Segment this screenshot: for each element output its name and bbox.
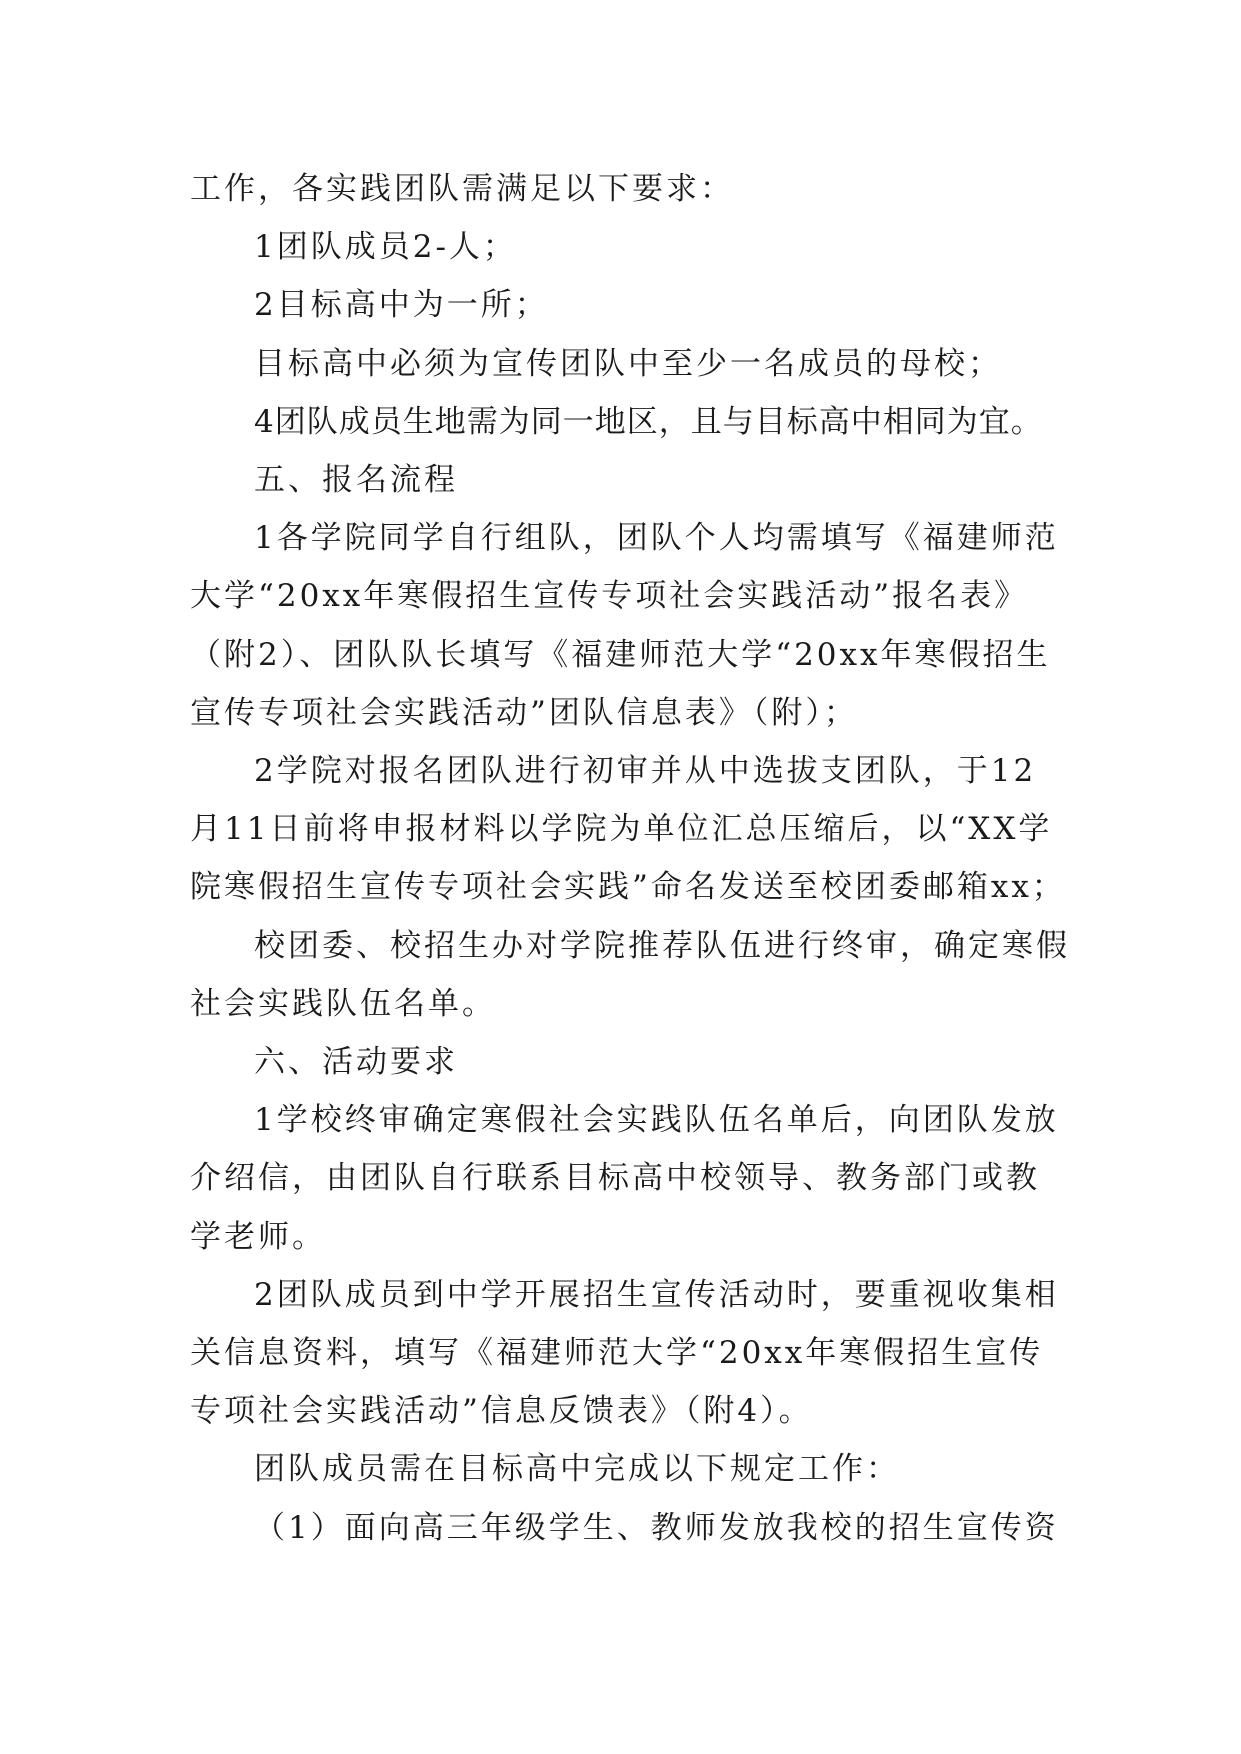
section-heading-activity-requirements: 六、活动要求 (254, 1044, 458, 1081)
paragraph-registration-1: 1各学院同学自行组队，团队个人均需填写《福建师范大学“20xx年寒假招生宣传专项社会实践活动”报名表》（附2）、团队队长填写《福建师范大学“20xx年寒假招生宣传专项社会实践活动”团队信息表》（附）； (190, 520, 1059, 731)
paragraph-registration-3: 校团委、校招生办对学院推荐队伍进行终审，确定寒假社会实践队伍名单。 (190, 927, 1070, 1022)
paragraph-activity-1: 1学校终审确定寒假社会实践队伍名单后，向团队发放介绍信，由团队自行联系目标高中校领导、教务部门或教学老师。 (190, 1102, 1059, 1255)
paragraph-requirement-1: 1团队成员2-人； (254, 229, 517, 266)
document-body (190, 160, 1070, 1557)
paragraph-required-work-intro: 团队成员需在目标高中完成以下规定工作： (254, 1451, 900, 1488)
paragraph-required-work-1: （1）面向高三年级学生、教师发放我校的招生宣传资 (254, 1509, 1059, 1546)
paragraph-registration-2: 2学院对报名团队进行初审并从中选拔支团队，于12月11日前将申报材料以学院为单位汇总压缩后，以“XX学院寒假招生宣传专项社会实践”命名发送至校团委邮箱xx； (190, 753, 1066, 906)
paragraph-requirements-intro: 工作，各实践团队需满足以下要求： (190, 171, 734, 207)
paragraph-requirement-2: 2目标高中为一所； (254, 287, 549, 324)
paragraph-activity-2: 2团队成员到中学开展招生宣传活动时，要重视收集相关信息资料，填写《福建师范大学“20xx年寒假招生宣传专项社会实践活动”信息反馈表》（附4）。 (190, 1276, 1059, 1430)
paragraph-requirement-3: 目标高中必须为宣传团队中至少一名成员的母校； (254, 345, 1002, 382)
paragraph-requirement-4: 4团队成员生地需为同一地区，且与目标高中相同为宜。 (254, 403, 1043, 440)
section-heading-registration: 五、报名流程 (254, 462, 458, 499)
